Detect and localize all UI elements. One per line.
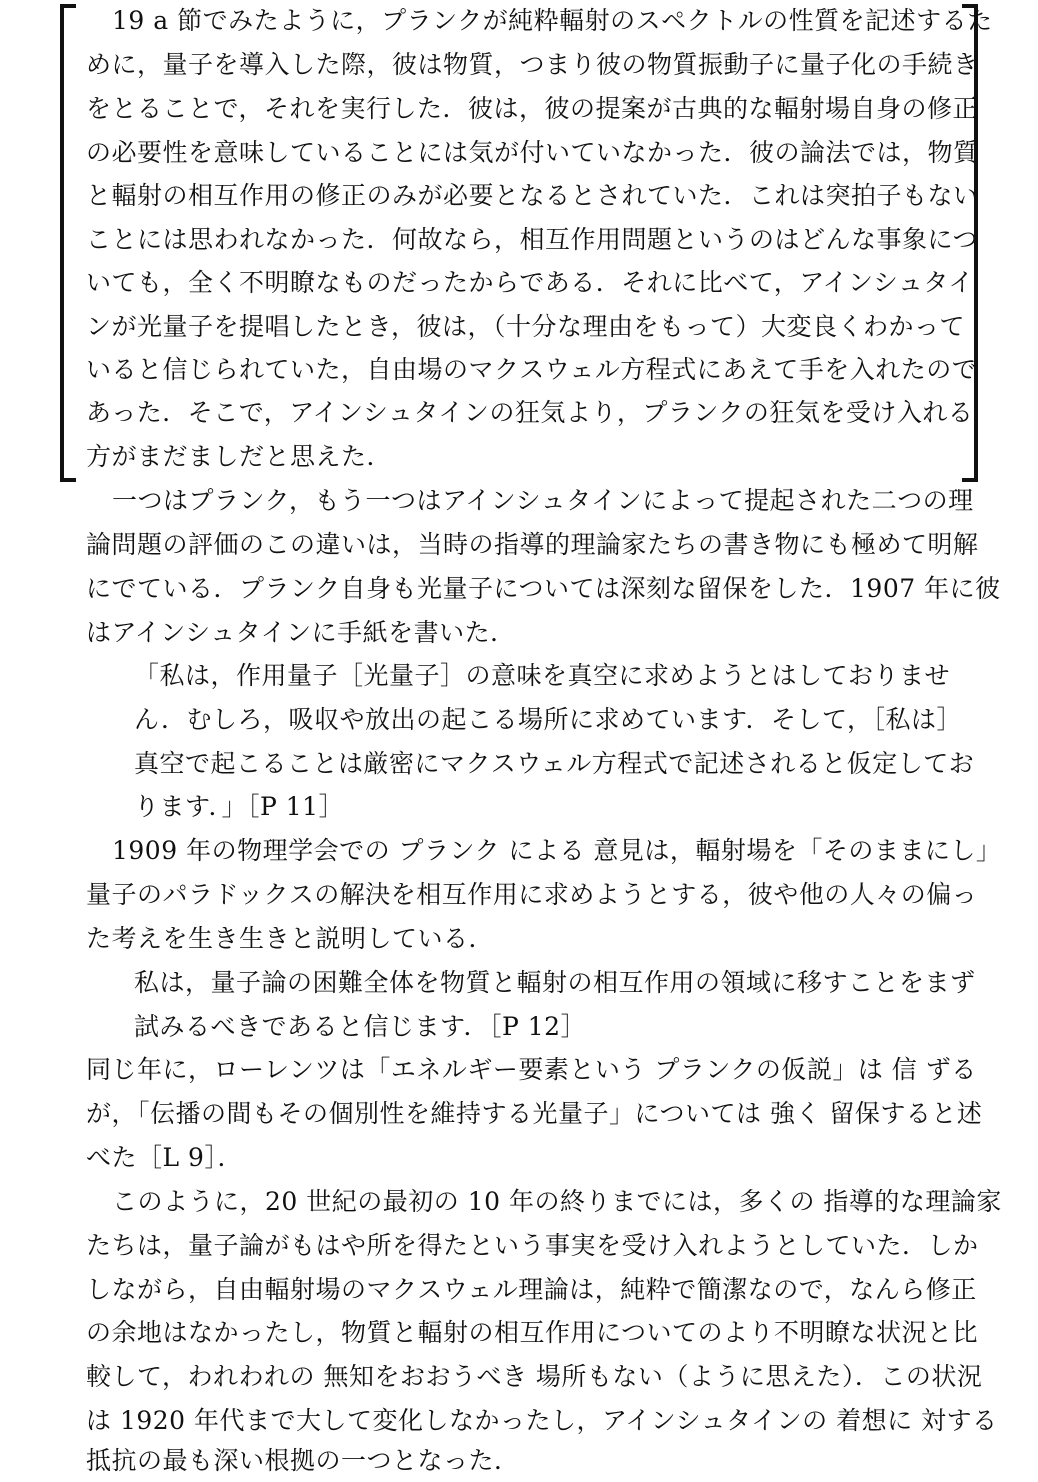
quote-line: 真空で起こることは厳密にマクスウェル方程式で記述されると仮定してお — [134, 749, 975, 778]
boxed-line: 19 a 節でみたように，プランクが純粋輻射のスペクトルの性質を記述するた — [112, 6, 993, 35]
paragraph-line: 同じ年に，ローレンツは「エネルギー要素という プランクの仮説」は 信 ずる — [86, 1055, 977, 1084]
paragraph-line: 1909 年の物理学会での プランク による 意見は，輻射場を「そのままにし」 — [112, 836, 1002, 865]
boxed-line: いても，全く不明瞭なものだったからである．それに比べて，アインシュタイ — [86, 268, 974, 297]
quote-line: 試みるべきであると信じます．［P 12］ — [134, 1012, 587, 1041]
paragraph-line: は 1920 年代まで大して変化しなかったし，アインシュタインの 着想に 対する — [86, 1406, 998, 1435]
paragraph-line: たちは，量子論がもはや所を得たという事実を受け入れようとしていた．しか — [86, 1231, 979, 1260]
paragraph-line: はアインシュタインに手紙を書いた． — [86, 618, 516, 647]
boxed-line: あった．そこで，アインシュタインの狂気より，プランクの狂気を受け入れる — [86, 398, 974, 427]
paragraph-line: 量子のパラドックスの解決を相互作用に求めようとする，彼や他の人々の偏っ — [86, 880, 978, 909]
paragraph-line: 較して，われわれの 無知をおおうべき 場所もない（ように思えた）．この状況 — [86, 1362, 983, 1391]
quote-line: ん．むしろ，吸収や放出の起こる場所に求めています．そして，［私は］ — [134, 705, 963, 734]
boxed-line: の必要性を意味していることには気が付いていなかった．彼の論法では，物質 — [86, 138, 979, 167]
left-bracket — [60, 4, 76, 482]
paragraph-line: 一つはプランク，もう一つはアインシュタインによって提起された二つの理 — [112, 486, 974, 515]
boxed-line: めに，量子を導入した際，彼は物質，つまり彼の物質振動子に量子化の手続き — [86, 50, 979, 79]
quote-line: 私は，量子論の困難全体を物質と輻射の相互作用の領域に移すことをまず — [134, 968, 976, 997]
paragraph-line: このように，20 世紀の最初の 10 年の終りまでには，多くの 指導的な理論家 — [112, 1187, 1002, 1216]
paragraph-line: べた［L 9］． — [86, 1143, 243, 1172]
boxed-line: 方がまだましだと思えた． — [86, 442, 393, 471]
paragraph-line: の余地はなかったし，物質と輻射の相互作用についてのより不明瞭な状況と比 — [86, 1318, 979, 1347]
paragraph-line: 論問題の評価のこの違いは，当時の指導的理論家たちの書き物にも極めて明解 — [86, 530, 979, 559]
paragraph-line: が，「伝播の間もその個別性を維持する光量子」については 強く 留保すると述 — [86, 1099, 983, 1128]
paragraph-line: た考えを生き生きと説明している． — [86, 924, 495, 953]
boxed-line: ンが光量子を提唱したとき，彼は，（十分な理由をもって）大変良くわかって — [86, 312, 966, 341]
boxed-line: ことには思われなかった．何故なら，相互作用問題というのはどんな事象につ — [86, 225, 979, 254]
quote-line: ります．」［P 11］ — [134, 792, 345, 821]
boxed-line: いると信じられていた，自由場のマクスウェル方程式にあえて手を入れたので — [86, 355, 978, 384]
paragraph-line: にでている．プランク自身も光量子については深刻な留保をした．1907 年に彼 — [86, 574, 1001, 603]
paragraph-line: 抵抗の最も深い根拠の一つとなった． — [86, 1446, 520, 1475]
quote-line: 「私は，作用量子［光量子］の意味を真空に求めようとはしておりませ — [134, 661, 951, 690]
paragraph-line: しながら，自由輻射場のマクスウェル理論は，純粋で簡潔なので，なんら修正 — [86, 1275, 977, 1304]
boxed-line: と輻射の相互作用の修正のみが必要となるとされていた．これは突拍子もない — [86, 181, 979, 210]
boxed-line: をとることで，それを実行した．彼は，彼の提案が古典的な輻射場自身の修正 — [86, 94, 979, 123]
